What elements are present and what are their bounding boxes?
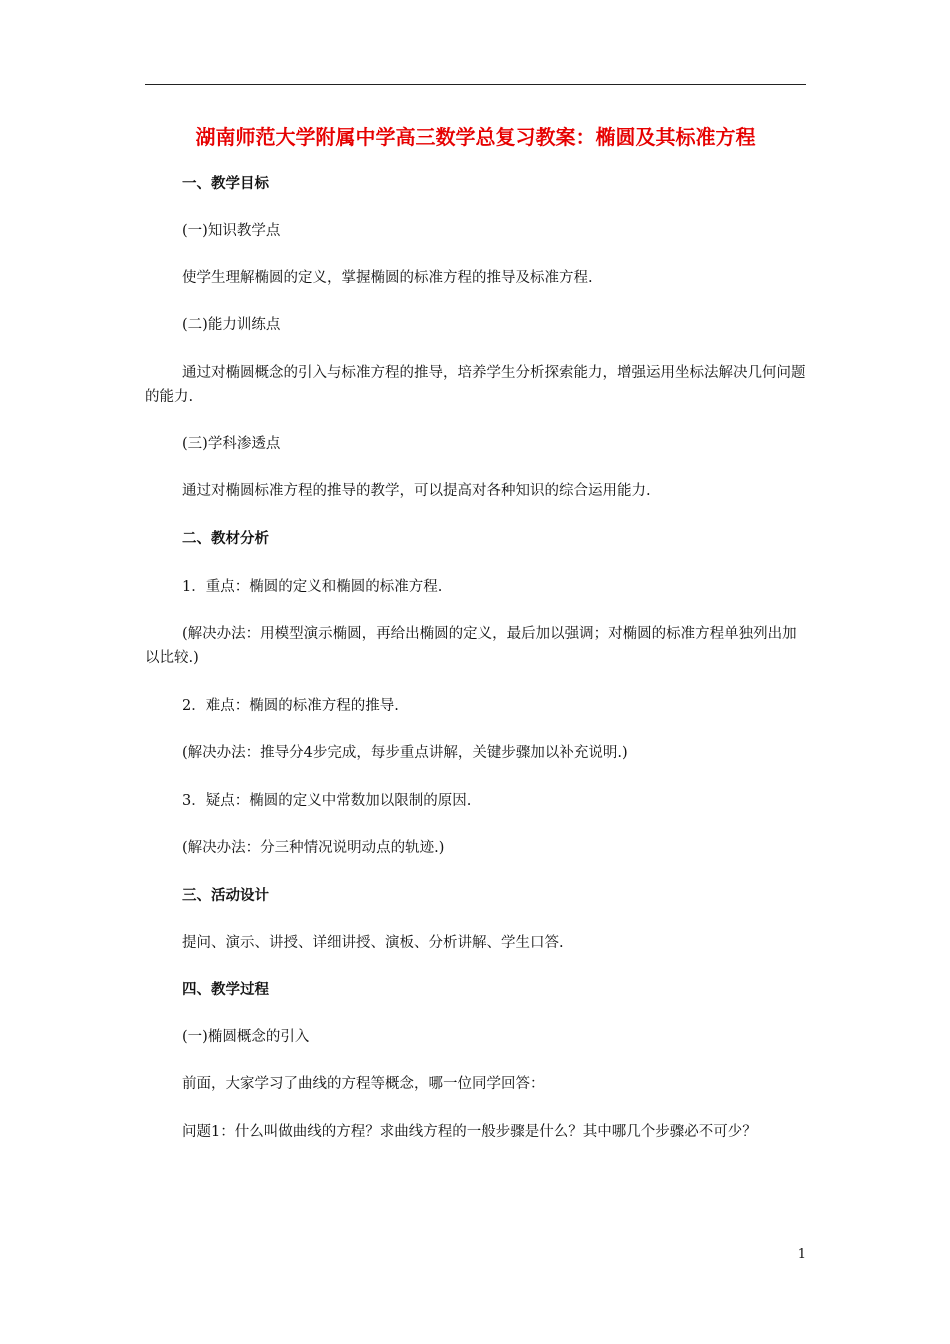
section-heading-objectives: 一、教学目标 [182,176,269,192]
paragraph-ability: 通过对椭圆概念的引入与标准方程的推导，培养学生分析探索能力，增强运用坐标法解决几何问题的能力. [145,365,806,405]
subsection-knowledge: (一)知识教学点 [182,223,281,239]
paragraph-difficulty-solution: (解决办法：推导分4步完成，每步重点讲解，关键步骤加以补充说明.) [182,745,628,761]
paragraph-key-point-solution: (解决办法：用模型演示椭圆，再给出椭圆的定义，最后加以强调；对椭圆的标准方程单独列出加以比较.) [145,626,797,666]
paragraph-key-point: 1．重点：椭圆的定义和椭圆的标准方程. [182,579,443,595]
paragraph-subject: 通过对椭圆标准方程的推导的教学，可以提高对各种知识的综合运用能力. [182,483,651,499]
section-heading-analysis: 二、教材分析 [182,531,269,547]
subsection-ellipse-intro: (一)椭圆概念的引入 [182,1029,310,1045]
paragraph-difficulty: 2．难点：椭圆的标准方程的推导. [182,698,399,714]
page-number: 1 [797,1247,806,1262]
subsection-ability: (二)能力训练点 [182,317,281,333]
subsection-subject: (三)学科渗透点 [182,436,281,452]
paragraph-intro: 前面，大家学习了曲线的方程等概念，哪一位同学回答： [182,1076,545,1092]
section-heading-activities: 三、活动设计 [182,888,269,904]
paragraph-question-1: 问题1：什么叫做曲线的方程？求曲线方程的一般步骤是什么？其中哪几个步骤必不可少？ [182,1124,757,1140]
paragraph-activities: 提问、演示、讲授、详细讲授、演板、分析讲解、学生口答. [182,935,564,951]
section-heading-process: 四、教学过程 [182,982,269,998]
document-title: 湖南师范大学附属中学高三数学总复习教案：椭圆及其标准方程 [195,125,756,149]
paragraph-doubt-solution: (解决办法：分三种情况说明动点的轨迹.) [182,840,445,856]
header-rule [145,84,806,85]
paragraph-doubt: 3．疑点：椭圆的定义中常数加以限制的原因. [182,793,472,809]
paragraph-knowledge: 使学生理解椭圆的定义，掌握椭圆的标准方程的推导及标准方程. [182,270,593,286]
